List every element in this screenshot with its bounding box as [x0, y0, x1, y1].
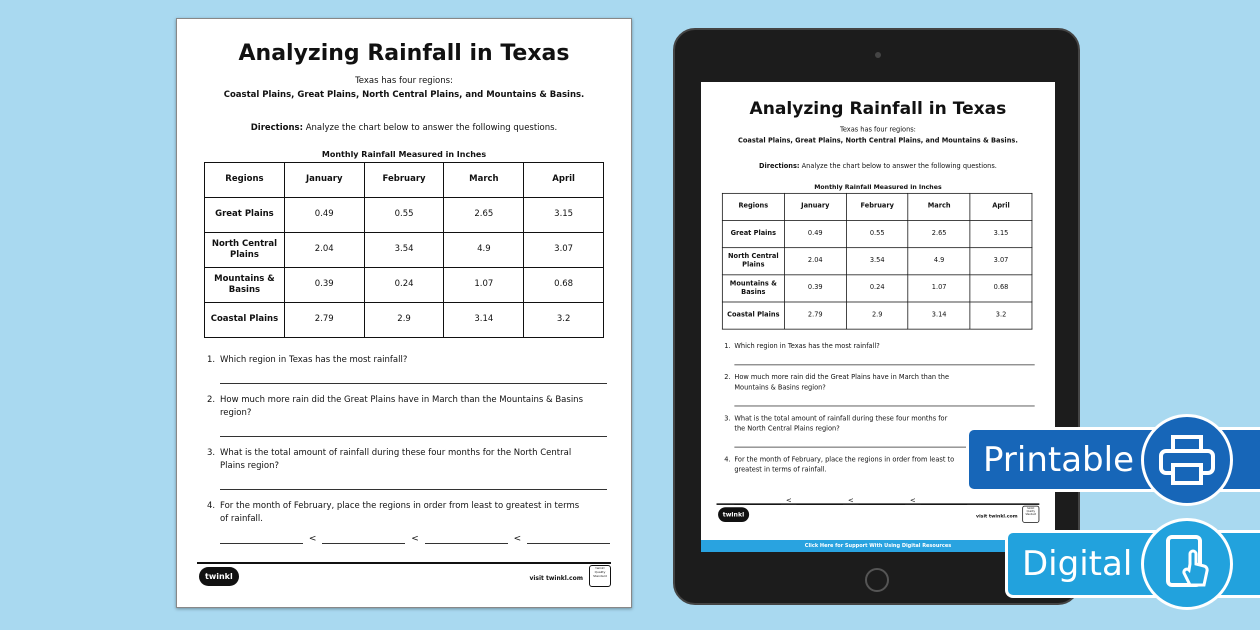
directions-text: Analyze the chart below to answer the following questions. — [799, 162, 997, 171]
table-row — [722, 248, 1032, 275]
value-cell: 2.9 — [846, 302, 908, 329]
column-header: April — [970, 193, 1032, 220]
question-text: Which region in Texas has the most rainfall? — [734, 342, 880, 351]
value-cell: 1.07 — [444, 268, 524, 303]
value-cell: 4.9 — [444, 233, 524, 268]
question-number: 4. — [207, 501, 216, 511]
question-1 — [207, 354, 587, 367]
less-than: < — [847, 497, 854, 505]
printable-worksheet — [176, 18, 632, 608]
value-cell: 1.07 — [908, 275, 970, 302]
column-header: February — [846, 193, 908, 220]
column-header: January — [784, 193, 846, 220]
value-cell: 3.54 — [846, 248, 908, 275]
value-cell: 2.9 — [364, 303, 444, 338]
quality-seal: twinkl Quality Standard — [589, 565, 611, 587]
question-number: 3. — [724, 414, 731, 423]
question-text: For the month of February, place the regions in order from least to greatest in terms of rainfall. — [220, 501, 580, 524]
value-cell: 2.04 — [284, 233, 364, 268]
answer-blank[interactable] — [322, 534, 405, 544]
region-cell: Mountains & Basins — [722, 275, 784, 302]
region-cell: Great Plains — [205, 198, 285, 233]
table-header-row — [205, 163, 604, 198]
tablet-touch-icon — [1141, 518, 1233, 610]
printable-badge — [966, 427, 1260, 492]
value-cell: 3.07 — [970, 248, 1032, 275]
value-cell: 2.65 — [444, 198, 524, 233]
table-caption: Monthly Rainfall Measured in Inches — [814, 183, 942, 191]
value-cell: 2.65 — [908, 221, 970, 248]
digital-badge — [1005, 530, 1260, 598]
value-cell: 0.39 — [284, 268, 364, 303]
value-cell: 2.79 — [784, 302, 846, 329]
question-number: 3. — [207, 448, 216, 458]
value-cell: 3.2 — [970, 302, 1032, 329]
value-cell: 0.24 — [364, 268, 444, 303]
value-cell: 0.39 — [784, 275, 846, 302]
home-button[interactable] — [865, 568, 889, 592]
question-text: How much more rain did the Great Plains have in March than the Mountains & Basins region? — [734, 373, 950, 392]
value-cell: 3.14 — [444, 303, 524, 338]
value-cell: 2.04 — [784, 248, 846, 275]
question-text: What is the total amount of rainfall during these four months for the North Central Plains region? — [734, 414, 948, 433]
table-row — [205, 198, 604, 233]
question-4 — [207, 500, 587, 526]
value-cell: 0.68 — [524, 268, 604, 303]
column-header: March — [908, 193, 970, 220]
region-cell: North Central Plains — [722, 248, 784, 275]
less-than: < — [308, 534, 317, 544]
answer-line[interactable] — [220, 383, 607, 384]
footer-divider — [197, 562, 611, 564]
question-text: Which region in Texas has the most rainfall? — [220, 355, 408, 365]
region-cell: Coastal Plains — [205, 303, 285, 338]
value-cell: 0.24 — [846, 275, 908, 302]
directions-label: Directions: — [250, 123, 304, 133]
table-row — [205, 268, 604, 303]
camera-icon — [875, 52, 881, 58]
visit-link: visit twinkl.com — [976, 513, 1018, 519]
question-3 — [724, 414, 957, 434]
value-cell: 4.9 — [908, 248, 970, 275]
column-header: February — [364, 163, 444, 198]
worksheet-title: Analyzing Rainfall in Texas — [238, 41, 570, 66]
twinkl-logo: twinkl — [718, 507, 749, 522]
table-header-row — [722, 193, 1032, 220]
table-row — [722, 275, 1032, 302]
question-4 — [724, 455, 957, 475]
value-cell: 3.54 — [364, 233, 444, 268]
digital-label: Digital — [1022, 544, 1133, 584]
regions-text: Coastal Plains, Great Plains, North Central Plains, and Mountains & Basins. — [223, 90, 585, 100]
answer-line[interactable] — [220, 436, 607, 437]
column-header: January — [284, 163, 364, 198]
table-caption: Monthly Rainfall Measured in Inches — [321, 150, 487, 159]
question-text: For the month of February, place the regions in order from least to greatest in terms of rainfall. — [734, 456, 955, 474]
visit-link: visit twinkl.com — [529, 575, 583, 582]
answer-line[interactable] — [734, 406, 1034, 407]
region-cell: Coastal Plains — [722, 302, 784, 329]
value-cell: 0.55 — [364, 198, 444, 233]
quality-seal: twinkl Quality Standard — [1022, 506, 1039, 523]
region-cell: Great Plains — [722, 221, 784, 248]
answer-blank[interactable] — [527, 534, 610, 544]
value-cell: 0.55 — [846, 221, 908, 248]
answer-blank[interactable] — [425, 534, 508, 544]
answer-blank[interactable] — [220, 534, 303, 544]
value-cell: 0.49 — [284, 198, 364, 233]
question-3 — [207, 447, 587, 473]
printer-icon — [1141, 414, 1233, 506]
question-number: 1. — [207, 355, 216, 365]
value-cell: 2.79 — [284, 303, 364, 338]
answer-line[interactable] — [220, 489, 607, 490]
question-text: What is the total amount of rainfall during these four months for the North Central Plains region? — [220, 448, 572, 471]
column-header: Regions — [205, 163, 285, 198]
less-than: < — [785, 497, 792, 505]
rainfall-table — [722, 193, 1032, 330]
table-row — [205, 233, 604, 268]
rainfall-table — [204, 162, 604, 338]
column-header: March — [444, 163, 524, 198]
directions-label: Directions: — [758, 162, 800, 171]
value-cell: 3.14 — [908, 302, 970, 329]
table-row — [205, 303, 604, 338]
value-cell: 0.68 — [970, 275, 1032, 302]
directions-text: Analyze the chart below to answer the following questions. — [303, 123, 558, 133]
less-than: < — [909, 497, 916, 505]
question-text: How much more rain did the Great Plains have in March than the Mountains & Basins region? — [220, 395, 583, 418]
value-cell: 3.2 — [524, 303, 604, 338]
less-than: < — [411, 534, 419, 544]
support-link[interactable]: Click Here for Support With Using Digital Resources — [701, 540, 1055, 552]
region-cell: North Central Plains — [205, 233, 285, 268]
regions-text: Coastal Plains, Great Plains, North Central Plains, and Mountains & Basins. — [738, 137, 1018, 145]
question-number: 2. — [207, 395, 216, 405]
intro-text: Texas has four regions: — [839, 126, 916, 134]
question-number: 2. — [724, 373, 731, 382]
answer-line[interactable] — [734, 364, 1034, 365]
intro-text: Texas has four regions: — [355, 76, 453, 86]
directions — [701, 163, 1055, 171]
question-number: 1. — [724, 342, 731, 351]
value-cell: 0.49 — [784, 221, 846, 248]
worksheet-title: Analyzing Rainfall in Texas — [749, 99, 1007, 119]
directions — [177, 123, 631, 133]
printable-label: Printable — [983, 439, 1134, 480]
footer-divider — [717, 503, 1040, 505]
table-row — [722, 221, 1032, 248]
question-2 — [724, 373, 957, 393]
value-cell: 3.15 — [970, 221, 1032, 248]
twinkl-logo: twinkl — [199, 567, 239, 586]
region-cell: Mountains & Basins — [205, 268, 285, 303]
tablet-device — [673, 28, 1080, 605]
question-1 — [724, 342, 957, 352]
value-cell: 3.07 — [524, 233, 604, 268]
table-row — [722, 302, 1032, 329]
column-header: April — [524, 163, 604, 198]
less-than: < — [513, 534, 522, 544]
question-number: 4. — [724, 456, 731, 464]
column-header: Regions — [722, 193, 784, 220]
value-cell: 3.15 — [524, 198, 604, 233]
ordering-blanks — [220, 534, 610, 544]
question-2 — [207, 394, 587, 420]
